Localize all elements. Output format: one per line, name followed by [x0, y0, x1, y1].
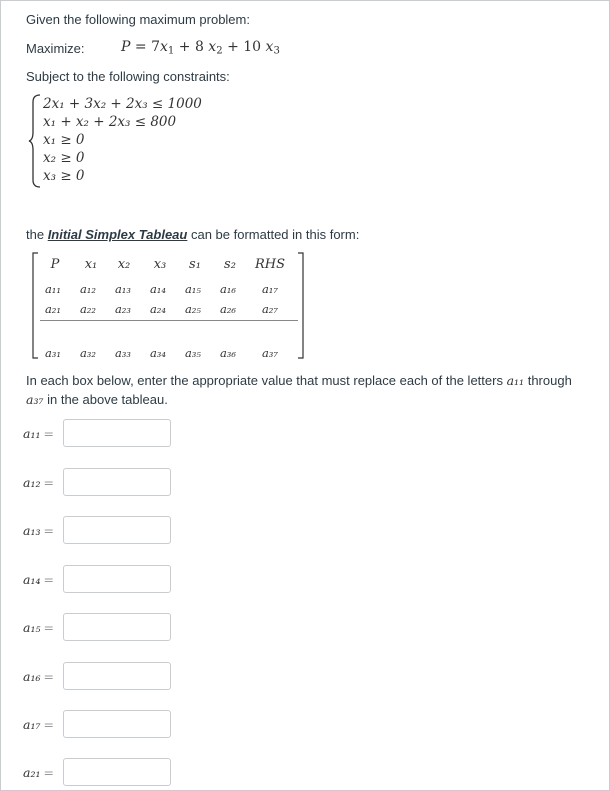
objective-label: Maximize: [26, 41, 85, 56]
answer-input-a11[interactable] [63, 419, 171, 447]
cell-a26: a₂₆ [219, 302, 237, 316]
objective-eq: = [134, 39, 147, 55]
header-x2: x₂ [117, 257, 131, 272]
tableau-intro-prefix: the [26, 227, 48, 242]
cell-a24: a₂₄ [149, 302, 167, 316]
cell-a21: a₂₁ [44, 302, 62, 316]
objective-lhs: P [121, 39, 131, 55]
subject-text: Subject to the following constraints: [26, 69, 230, 84]
header-s2: s₂ [224, 257, 236, 272]
constraint-1: 2x₁ + 3x₂ + 2x₃ ≤ 1000 [43, 96, 202, 112]
answer-input-a21[interactable] [63, 758, 171, 786]
cell-a17: a₁₇ [261, 282, 279, 296]
cell-a13: a₁₃ [114, 282, 132, 296]
constraint-5: x₃ ≥ 0 [43, 168, 85, 184]
instruction-var-start: a₁₁ [506, 373, 525, 388]
answer-input-a17[interactable] [63, 710, 171, 738]
answer-label-a11: a₁₁ [23, 426, 41, 441]
cell-a15: a₁₅ [184, 282, 202, 296]
cell-a33: a₃₃ [114, 346, 132, 360]
tableau-intro [26, 227, 359, 242]
simplex-tableau [30, 252, 306, 360]
cell-a23: a₂₃ [114, 302, 132, 316]
answer-label-a17: a₁₇ [23, 717, 41, 732]
answer-input-a16[interactable] [63, 662, 171, 690]
instruction-line-2 [26, 392, 168, 407]
answer-label-a16: a₁₆ [23, 669, 41, 684]
cell-a12: a₁₂ [79, 282, 97, 296]
instruction-var-end: a₃₇ [26, 392, 44, 407]
answer-label-a15: a₁₅ [23, 620, 41, 635]
header-s1: s₁ [189, 257, 201, 272]
answer-input-a15[interactable] [63, 613, 171, 641]
cell-a32: a₃₂ [79, 346, 97, 360]
answer-input-a13[interactable] [63, 516, 171, 544]
instruction-suffix: in the above tableau. [47, 392, 168, 407]
cell-a22: a₂₂ [79, 302, 97, 316]
answer-label-a13: a₁₃ [23, 523, 41, 538]
cell-a25: a₂₅ [184, 302, 202, 316]
cell-a35: a₃₅ [184, 346, 202, 360]
cell-a27: a₂₇ [261, 302, 279, 316]
cell-a11: a₁₁ [44, 282, 62, 296]
cell-a14: a₁₄ [149, 282, 167, 296]
answer-label-a21: a₂₁ [23, 765, 41, 780]
answer-label-a14: a₁₄ [23, 572, 41, 587]
header-x1: x₁ [84, 257, 98, 272]
cell-a31: a₃₁ [44, 346, 62, 360]
cell-a36: a₃₆ [219, 346, 237, 360]
cell-a16: a₁₆ [219, 282, 237, 296]
instruction-line-1 [26, 373, 572, 388]
constraint-4: x₂ ≥ 0 [43, 150, 85, 166]
answer-label-a12: a₁₂ [23, 475, 41, 490]
answer-input-a14[interactable] [63, 565, 171, 593]
cell-a34: a₃₄ [149, 346, 167, 360]
instruction-through: through [527, 373, 572, 388]
answer-input-a12[interactable] [63, 468, 171, 496]
header-x3: x₃ [153, 257, 167, 272]
constraint-3: x₁ ≥ 0 [43, 132, 85, 148]
constraint-2: x₁ + x₂ + 2x₃ ≤ 800 [43, 114, 177, 130]
cell-a37: a₃₇ [261, 346, 279, 360]
instruction-prefix: In each box below, enter the appropriate value that must replace each of the letters [26, 373, 503, 388]
header-p: P [50, 257, 60, 272]
header-rhs: RHS [254, 257, 286, 272]
objective-function: $P = 7x_1 + 8$ $x_2 + 10$ $x_3$ [121, 39, 280, 57]
tableau-intro-suffix: can be formatted in this form: [187, 227, 360, 242]
initial-simplex-tableau-link[interactable]: Initial Simplex Tableau [47, 227, 188, 242]
left-brace-icon [28, 94, 42, 188]
intro-text: Given the following maximum problem: [26, 12, 250, 27]
tableau-divider [40, 320, 298, 321]
